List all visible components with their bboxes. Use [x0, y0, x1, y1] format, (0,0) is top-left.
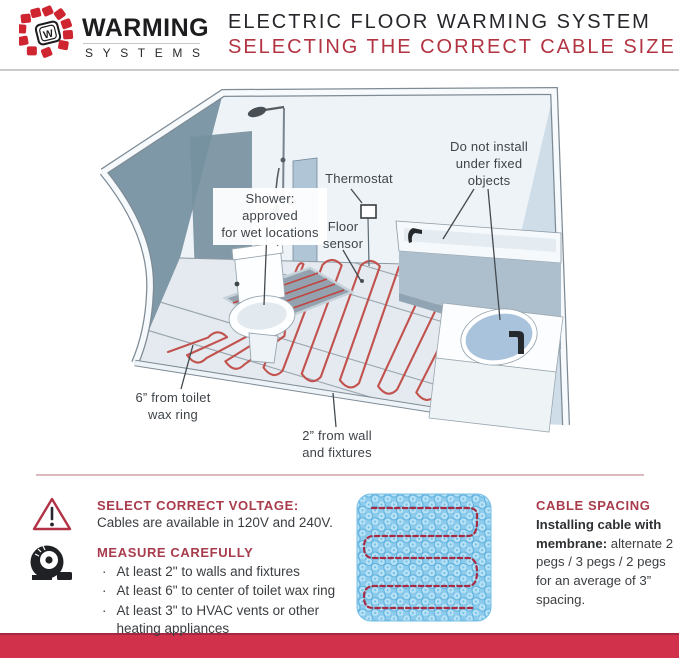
sink-vanity	[429, 302, 563, 432]
wall-leader	[333, 393, 336, 427]
logo-letter: W	[42, 27, 55, 42]
voltage-body: Cables are available in 120V and 240V.	[97, 515, 333, 530]
measure-bullet-list	[102, 563, 350, 639]
bullet-dot: ·	[102, 564, 107, 579]
spacing-rest: alternate 2 pegs / 3 pegs / 2 pegs for an average of 3” spacing.	[536, 535, 674, 607]
spacing-body	[536, 516, 679, 610]
fixed-objects-label: Do not install under fixed objects	[450, 139, 528, 188]
tape-measure-icon	[26, 541, 74, 587]
page-subtitle: SELECTING THE CORRECT CABLE SIZE	[228, 36, 676, 58]
warning-icon	[30, 494, 74, 534]
thermostat-box	[361, 205, 376, 218]
brand-subname: SYSTEMS	[85, 46, 210, 60]
measure-bullet-1: · At least 2" to walls and fixtures	[102, 563, 350, 581]
spacing-lead: Installing cable with membrane:	[536, 517, 662, 551]
wall-clearance-label: 2” from wall and fixtures	[302, 428, 372, 460]
brand-name: WARMING	[82, 14, 210, 42]
spacing-heading: CABLE SPACING	[536, 498, 651, 513]
measure-bullet-2: · At least 6" to center of toilet wax ring	[102, 582, 350, 600]
shower-label: Shower: approved for wet locations	[213, 188, 327, 245]
page-title: ELECTRIC FLOOR WARMING SYSTEM	[228, 11, 651, 33]
warming-systems-logo	[19, 5, 77, 61]
measure-bullet-3: · At least 3" to HVAC vents or other heating appliances	[102, 602, 350, 639]
toilet-clearance-label: 6” from toilet wax ring	[135, 390, 211, 422]
voltage-heading: SELECT CORRECT VOLTAGE:	[97, 498, 299, 513]
thermostat-label: Thermostat	[325, 171, 393, 186]
floor-sensor-label: Floor sensor	[322, 219, 364, 251]
bullet-dot: ·	[102, 583, 107, 599]
section-divider	[36, 474, 644, 476]
bullet-dot: ·	[102, 602, 107, 618]
membrane-graphic	[357, 494, 491, 621]
measure-heading: MEASURE CAREFULLY	[97, 545, 254, 560]
